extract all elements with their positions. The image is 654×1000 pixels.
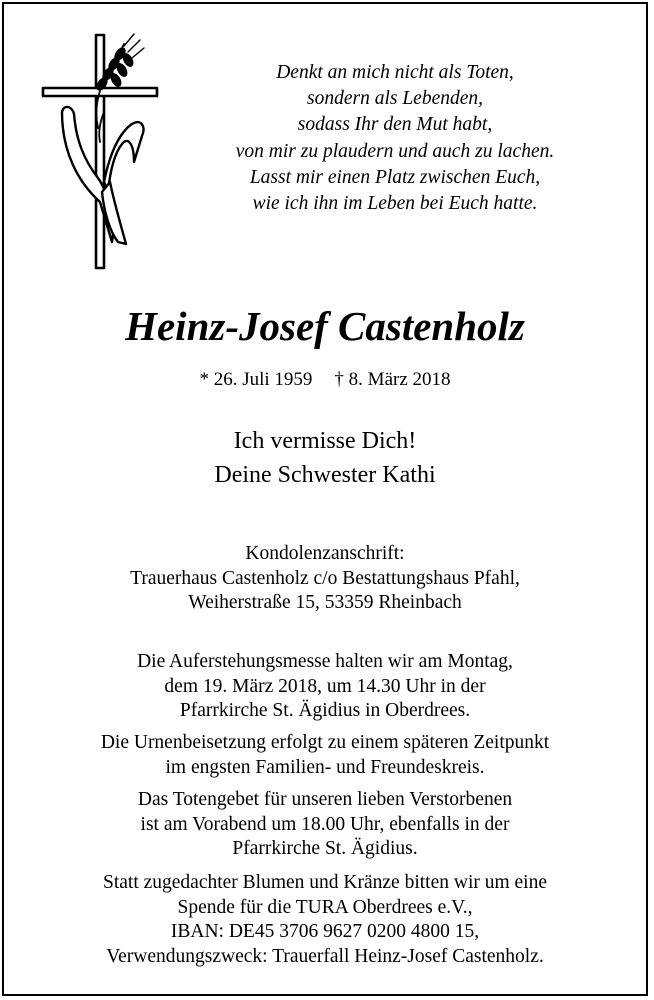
poem-line: von mir zu plaudern und auch zu lachen.: [235, 140, 555, 162]
birth-date: * 26. Juli 1959: [199, 369, 313, 390]
donation-iban: IBAN: DE45 3706 9627 0200 4800 15,: [170, 921, 480, 942]
poem: [180, 60, 610, 217]
donation-line: Spende für die TURA Oberdrees e.V.,: [177, 896, 473, 918]
deceased-name: Heinz-Josef Castenholz: [125, 303, 525, 349]
poem-line: Denkt an mich nicht als Toten,: [276, 62, 514, 83]
life-dates: [0, 369, 650, 391]
donation-line: Statt zugedachter Blumen und Kränze bitten wir um eine: [102, 872, 548, 893]
cross-with-wheat-icon: [38, 32, 162, 272]
poem-line: wie ich ihn im Leben bei Euch hatte.: [252, 193, 538, 215]
urn-burial-info: [0, 731, 650, 780]
mass-info: [0, 650, 650, 724]
urn-line: im engsten Familien- und Freundeskreis.: [165, 756, 485, 778]
mass-line: Pfarrkirche St. Ägidius in Oberdrees.: [179, 700, 471, 721]
poem-line: Lasst mir einen Platz zwischen Euch,: [249, 166, 541, 188]
personal-message: [0, 424, 650, 492]
donation-info: [0, 871, 650, 969]
death-date: † 8. März 2018: [334, 369, 451, 390]
condolence-address: [0, 542, 650, 616]
prayer-line: Pfarrkirche St. Ägidius.: [232, 838, 418, 859]
urn-line: Die Urnenbeisetzung erfolgt zu einem späteren Zeitpunkt: [100, 732, 550, 753]
message-line: Ich vermisse Dich!: [233, 428, 417, 454]
donation-line: Verwendungszweck: Trauerfall Heinz-Josef Castenholz.: [106, 945, 544, 967]
condolence-line: Weiherstraße 15, 53359 Rheinbach: [188, 592, 462, 613]
prayer-info: [0, 788, 650, 862]
mass-line: dem 19. März 2018, um 14.30 Uhr in der: [164, 675, 486, 697]
condolence-heading: Kondolenzanschrift:: [245, 543, 405, 564]
prayer-line: Das Totengebet für unseren lieben Verstorbenen: [137, 789, 513, 810]
mass-line: Die Auferstehungsmesse halten wir am Montag,: [137, 651, 513, 672]
message-signature: Deine Schwester Kathi: [214, 462, 436, 488]
poem-line: sondern als Lebenden,: [306, 88, 484, 110]
poem-line: sodass Ihr den Mut habt,: [297, 114, 493, 136]
condolence-line: Trauerhaus Castenholz c/o Bestattungshaus Pfahl,: [130, 567, 520, 589]
prayer-line: ist am Vorabend um 18.00 Uhr, ebenfalls in der: [140, 813, 510, 835]
